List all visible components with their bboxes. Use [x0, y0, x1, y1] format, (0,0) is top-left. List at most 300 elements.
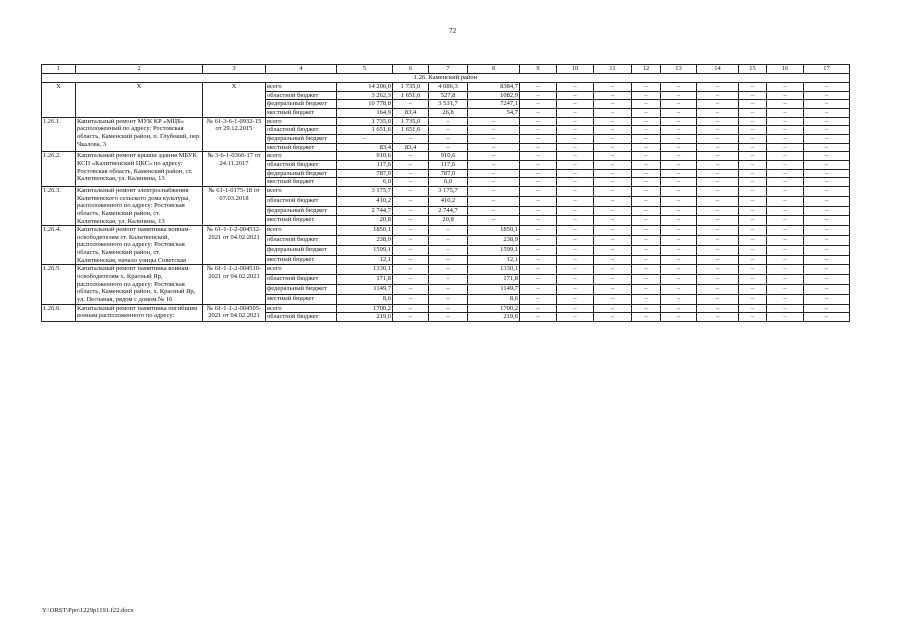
dash-cell: –: [557, 160, 594, 169]
dash-cell: –: [739, 108, 767, 117]
dash-cell: –: [520, 126, 557, 135]
dash-cell: –: [632, 100, 661, 109]
amount-cell: 219,6: [337, 313, 393, 322]
dash-cell: –: [661, 245, 697, 255]
item-document: № 61-1-1-2-004505-2021 от 04.02.2021: [203, 304, 266, 321]
dash-cell: –: [739, 83, 767, 92]
dash-cell: –: [697, 160, 739, 169]
amount-cell: 410,2: [337, 196, 393, 206]
dash-cell: –: [594, 275, 632, 285]
dash-cell: –: [594, 178, 632, 187]
dash-cell: –: [697, 117, 739, 126]
dash-cell: –: [661, 265, 697, 275]
dash-cell: –: [520, 108, 557, 117]
dash-cell: –: [557, 294, 594, 304]
dash-cell: –: [594, 134, 632, 143]
dash-cell: –: [804, 152, 850, 161]
item-number: 1.26.1.: [42, 117, 76, 152]
dash-cell: –: [697, 143, 739, 152]
amount-cell: –: [429, 117, 468, 126]
dash-cell: –: [767, 186, 804, 196]
table-row: [42, 152, 850, 161]
dash-cell: –: [697, 152, 739, 161]
dash-cell: –: [697, 108, 739, 117]
funding-source: федеральный бюджет: [266, 100, 337, 109]
dash-cell: –: [594, 304, 632, 313]
dash-cell: –: [632, 206, 661, 216]
dash-cell: –: [767, 126, 804, 135]
header-row: [42, 65, 850, 74]
amount-cell: 3 175,7: [337, 186, 393, 196]
amount-cell: 910,6: [337, 152, 393, 161]
dash-cell: –: [661, 275, 697, 285]
amount-cell: –: [429, 245, 468, 255]
dash-cell: –: [767, 275, 804, 285]
dash-cell: –: [594, 265, 632, 275]
amount-cell: 787,0: [337, 169, 393, 178]
dash-cell: –: [594, 143, 632, 152]
amount-cell: 7247,1: [468, 100, 520, 109]
funding-source: всего: [266, 265, 337, 275]
amount-cell: 1850,1: [337, 226, 393, 236]
funding-source: местный бюджет: [266, 294, 337, 304]
amount-cell: –: [468, 196, 520, 206]
dash-cell: –: [661, 216, 697, 226]
dash-cell: –: [557, 216, 594, 226]
dash-cell: –: [739, 294, 767, 304]
amount-cell: –: [393, 134, 429, 143]
dash-cell: –: [767, 100, 804, 109]
dash-cell: –: [594, 196, 632, 206]
funding-source: федеральный бюджет: [266, 285, 337, 295]
amount-cell: –: [429, 235, 468, 245]
dash-cell: –: [767, 117, 804, 126]
item-number: 1.26.3.: [42, 186, 76, 225]
dash-cell: –: [557, 83, 594, 92]
amount-cell: 4 086,3: [429, 83, 468, 92]
dash-cell: –: [697, 216, 739, 226]
dash-cell: –: [767, 196, 804, 206]
amount-cell: –: [393, 186, 429, 196]
amount-cell: –: [393, 255, 429, 265]
dash-cell: –: [697, 169, 739, 178]
dash-cell: –: [594, 108, 632, 117]
amount-cell: 238,9: [337, 235, 393, 245]
amount-cell: 12,1: [468, 255, 520, 265]
dash-cell: –: [661, 304, 697, 313]
table-body: [42, 74, 850, 322]
dash-cell: –: [661, 178, 697, 187]
amount-cell: 26,8: [429, 108, 468, 117]
dash-cell: –: [557, 206, 594, 216]
amount-cell: –: [393, 100, 429, 109]
amount-cell: –: [393, 226, 429, 236]
funding-source: всего: [266, 226, 337, 236]
column-header: 6: [393, 65, 429, 74]
dash-cell: –: [557, 178, 594, 187]
dash-cell: –: [739, 152, 767, 161]
item-document: № 61-3-6-1-0932-15 от 29.12.2015: [203, 117, 266, 152]
dash-cell: –: [661, 100, 697, 109]
dash-cell: –: [557, 186, 594, 196]
dash-cell: –: [557, 100, 594, 109]
amount-cell: 54,7: [468, 108, 520, 117]
dash-cell: –: [804, 235, 850, 245]
dash-cell: –: [767, 255, 804, 265]
column-header: 14: [697, 65, 739, 74]
dash-cell: –: [804, 91, 850, 100]
amount-cell: 10 778,8: [337, 100, 393, 109]
item-document: № 61-1-0175-18 от 07.03.2018: [203, 186, 266, 225]
dash-cell: –: [697, 186, 739, 196]
dash-cell: –: [739, 186, 767, 196]
amount-cell: 1149,7: [337, 285, 393, 295]
amount-cell: –: [393, 245, 429, 255]
dash-cell: –: [804, 255, 850, 265]
dash-cell: –: [557, 304, 594, 313]
dash-cell: –: [594, 294, 632, 304]
dash-cell: –: [632, 169, 661, 178]
dash-cell: –: [557, 265, 594, 275]
dash-cell: –: [520, 178, 557, 187]
amount-cell: 1 651,6: [393, 126, 429, 135]
dash-cell: –: [739, 313, 767, 322]
dash-cell: –: [661, 294, 697, 304]
amount-cell: –: [468, 152, 520, 161]
dash-cell: –: [632, 285, 661, 295]
amount-cell: 219,6: [468, 313, 520, 322]
dash-cell: –: [520, 255, 557, 265]
amount-cell: 20,8: [337, 216, 393, 226]
table-row: [42, 304, 850, 313]
amount-cell: 1 735,0: [393, 83, 429, 92]
dash-cell: –: [804, 186, 850, 196]
dash-cell: –: [594, 83, 632, 92]
dash-cell: –: [594, 235, 632, 245]
dash-cell: –: [520, 134, 557, 143]
dash-cell: –: [557, 152, 594, 161]
dash-cell: –: [661, 83, 697, 92]
amount-cell: –: [429, 285, 468, 295]
amount-cell: –: [468, 126, 520, 135]
dash-cell: –: [632, 108, 661, 117]
dash-cell: –: [739, 304, 767, 313]
amount-cell: 410,2: [429, 196, 468, 206]
amount-cell: 1082,9: [468, 91, 520, 100]
table-row: [42, 265, 850, 275]
dash-cell: –: [804, 294, 850, 304]
column-header: 4: [266, 65, 337, 74]
dash-cell: –: [804, 117, 850, 126]
dash-cell: –: [632, 160, 661, 169]
amount-cell: –: [429, 294, 468, 304]
amount-cell: 8,6: [468, 294, 520, 304]
dash-cell: –: [661, 226, 697, 236]
dash-cell: –: [520, 196, 557, 206]
dash-cell: –: [767, 160, 804, 169]
amount-cell: –: [393, 216, 429, 226]
funding-source: федеральный бюджет: [266, 206, 337, 216]
dash-cell: –: [804, 126, 850, 135]
amount-cell: 3 262,3: [337, 91, 393, 100]
column-header: 3: [203, 65, 266, 74]
dash-cell: –: [739, 143, 767, 152]
dash-cell: –: [632, 275, 661, 285]
amount-cell: –: [468, 216, 520, 226]
item-document: № 3-6-1-0366-17 от 24.11.2017: [203, 152, 266, 187]
dash-cell: –: [804, 206, 850, 216]
amount-cell: –: [468, 178, 520, 187]
dash-cell: –: [632, 265, 661, 275]
dash-cell: –: [632, 313, 661, 322]
table-row: [42, 83, 850, 92]
funding-source: областной бюджет: [266, 313, 337, 322]
funding-source: федеральный бюджет: [266, 245, 337, 255]
amount-cell: –: [429, 304, 468, 313]
dash-cell: –: [557, 245, 594, 255]
dash-cell: –: [557, 126, 594, 135]
dash-cell: –: [520, 117, 557, 126]
column-header: 5: [337, 65, 393, 74]
amount-cell: 1330,1: [468, 265, 520, 275]
dash-cell: –: [767, 235, 804, 245]
amount-cell: –: [468, 169, 520, 178]
item-document: № 61-1-1-2-004512-2021 от 04.02.2021: [203, 226, 266, 265]
dash-cell: –: [557, 169, 594, 178]
dash-cell: –: [804, 216, 850, 226]
amount-cell: 3 175,7: [429, 186, 468, 196]
amount-cell: 1599,1: [468, 245, 520, 255]
amount-cell: –: [429, 126, 468, 135]
dash-cell: –: [520, 152, 557, 161]
dash-cell: –: [661, 134, 697, 143]
dash-cell: –: [697, 226, 739, 236]
amount-cell: –: [393, 169, 429, 178]
dash-cell: –: [767, 304, 804, 313]
dash-cell: –: [661, 186, 697, 196]
funding-source: всего: [266, 152, 337, 161]
dash-cell: –: [557, 226, 594, 236]
dash-cell: –: [739, 117, 767, 126]
amount-cell: –: [393, 294, 429, 304]
column-header: 8: [468, 65, 520, 74]
dash-cell: –: [697, 255, 739, 265]
amount-cell: 83,4: [393, 143, 429, 152]
dash-cell: –: [632, 143, 661, 152]
amount-cell: –: [429, 255, 468, 265]
dash-cell: –: [661, 169, 697, 178]
dash-cell: –: [697, 313, 739, 322]
dash-cell: –: [520, 216, 557, 226]
dash-cell: –: [594, 226, 632, 236]
dash-cell: –: [632, 255, 661, 265]
dash-cell: –: [804, 265, 850, 275]
column-header: 17: [804, 65, 850, 74]
amount-cell: –: [429, 265, 468, 275]
dash-cell: –: [697, 83, 739, 92]
column-header: 11: [594, 65, 632, 74]
dash-cell: –: [697, 245, 739, 255]
dash-cell: –: [804, 83, 850, 92]
amount-cell: –: [429, 275, 468, 285]
amount-cell: –: [468, 206, 520, 216]
amount-cell: –: [468, 160, 520, 169]
dash-cell: –: [520, 294, 557, 304]
amount-cell: 2 744,7: [337, 206, 393, 216]
dash-cell: –: [767, 313, 804, 322]
amount-cell: –: [393, 152, 429, 161]
dash-cell: –: [557, 255, 594, 265]
amount-cell: 1330,1: [337, 265, 393, 275]
amount-cell: 1149,7: [468, 285, 520, 295]
amount-cell: 1700,2: [337, 304, 393, 313]
funding-source: местный бюджет: [266, 255, 337, 265]
dash-cell: –: [661, 196, 697, 206]
dash-cell: –: [594, 117, 632, 126]
dash-cell: –: [520, 143, 557, 152]
table-row: [42, 226, 850, 236]
dash-cell: –: [632, 196, 661, 206]
dash-cell: –: [697, 285, 739, 295]
amount-cell: 171,8: [337, 275, 393, 285]
amount-cell: 117,6: [429, 160, 468, 169]
column-header: 15: [739, 65, 767, 74]
amount-cell: 171,8: [468, 275, 520, 285]
dash-cell: –: [520, 186, 557, 196]
dash-cell: –: [632, 117, 661, 126]
dash-cell: –: [739, 216, 767, 226]
funding-source: областной бюджет: [266, 235, 337, 245]
page-number: 72: [448, 26, 457, 35]
dash-cell: –: [767, 178, 804, 187]
dash-cell: –: [594, 216, 632, 226]
dash-cell: –: [557, 285, 594, 295]
amount-cell: –: [468, 143, 520, 152]
dash-cell: –: [594, 285, 632, 295]
dash-cell: –: [520, 313, 557, 322]
amount-cell: –: [429, 143, 468, 152]
amount-cell: –: [429, 226, 468, 236]
dash-cell: –: [520, 160, 557, 169]
amount-cell: –: [393, 206, 429, 216]
amount-cell: 6,0: [337, 178, 393, 187]
dash-cell: –: [804, 226, 850, 236]
dash-cell: –: [632, 186, 661, 196]
amount-cell: 1 735,0: [393, 117, 429, 126]
funding-source: областной бюджет: [266, 275, 337, 285]
dash-cell: –: [804, 313, 850, 322]
amount-cell: 20,8: [429, 216, 468, 226]
dash-cell: –: [594, 245, 632, 255]
funding-source: областной бюджет: [266, 91, 337, 100]
dash-cell: –: [557, 275, 594, 285]
funding-source: всего: [266, 83, 337, 92]
item-number: 1.26.6.: [42, 304, 76, 321]
section-row: [42, 74, 850, 83]
dash-cell: –: [594, 186, 632, 196]
funding-source: всего: [266, 304, 337, 313]
dash-cell: –: [739, 100, 767, 109]
amount-cell: –: [393, 304, 429, 313]
amount-cell: 910,6: [429, 152, 468, 161]
column-header: 9: [520, 65, 557, 74]
dash-cell: –: [557, 108, 594, 117]
dash-cell: –: [632, 235, 661, 245]
dash-cell: –: [632, 126, 661, 135]
amount-cell: 2 744,7: [429, 206, 468, 216]
dash-cell: –: [632, 178, 661, 187]
dash-cell: –: [767, 294, 804, 304]
dash-cell: –: [697, 206, 739, 216]
dash-cell: –: [520, 100, 557, 109]
item-name: Капитальный ремонт МУК КР «МЦБ» расположенный по адресу: Ростовская область, Каменский район, п. Глубокий, пер. Чкалова, 3: [76, 117, 203, 152]
item-name: Капитальный ремонт крыши здания МБУК КСП «Калитвенский ЦКС» по адресу: Ростовская область, Каменский район, ст. Калитвенская, ул. Калинина, 13: [76, 152, 203, 187]
dash-cell: –: [632, 304, 661, 313]
dash-cell: –: [697, 265, 739, 275]
amount-cell: –: [468, 134, 520, 143]
dash-cell: –: [739, 206, 767, 216]
dash-cell: –: [661, 91, 697, 100]
dash-cell: –: [557, 91, 594, 100]
dash-cell: –: [767, 91, 804, 100]
amount-cell: –: [429, 313, 468, 322]
amount-cell: –: [468, 117, 520, 126]
amount-cell: 83,4: [337, 143, 393, 152]
dash-cell: –: [804, 143, 850, 152]
amount-cell: 1850,1: [468, 226, 520, 236]
amount-cell: 12,1: [337, 255, 393, 265]
amount-cell: 3 531,7: [429, 100, 468, 109]
item-name: Капитальный ремонт памятника воинам-освободителям ст. Калитвенской, расположенного по адресу: Ростовская область, Каменский район, ст. Калитвенская, начало улицы Советская: [76, 226, 203, 265]
dash-cell: –: [697, 196, 739, 206]
dash-cell: –: [739, 169, 767, 178]
dash-cell: –: [594, 160, 632, 169]
column-header: 16: [767, 65, 804, 74]
dash-cell: –: [767, 226, 804, 236]
dash-cell: –: [520, 304, 557, 313]
dash-cell: –: [632, 152, 661, 161]
dash-cell: –: [594, 206, 632, 216]
dash-cell: –: [804, 160, 850, 169]
amount-cell: 1599,1: [337, 245, 393, 255]
amount-cell: –: [337, 134, 393, 143]
dash-cell: –: [804, 178, 850, 187]
amount-cell: –: [393, 265, 429, 275]
dash-cell: –: [594, 91, 632, 100]
program-table: [41, 64, 850, 322]
dash-cell: –: [739, 265, 767, 275]
amount-cell: 1 735,0: [337, 117, 393, 126]
column-header: 7: [429, 65, 468, 74]
dash-cell: –: [520, 235, 557, 245]
dash-cell: –: [520, 285, 557, 295]
amount-cell: –: [393, 160, 429, 169]
dash-cell: –: [804, 196, 850, 206]
dash-cell: –: [632, 91, 661, 100]
funding-source: областной бюджет: [266, 160, 337, 169]
dash-cell: –: [697, 275, 739, 285]
amount-cell: 1 651,6: [337, 126, 393, 135]
dash-cell: –: [632, 134, 661, 143]
dash-cell: –: [697, 126, 739, 135]
dash-cell: –: [594, 100, 632, 109]
funding-source: федеральный бюджет: [266, 169, 337, 178]
dash-cell: –: [661, 206, 697, 216]
dash-cell: –: [739, 255, 767, 265]
column-header: 13: [661, 65, 697, 74]
dash-cell: –: [520, 275, 557, 285]
amount-cell: 14 206,0: [337, 83, 393, 92]
